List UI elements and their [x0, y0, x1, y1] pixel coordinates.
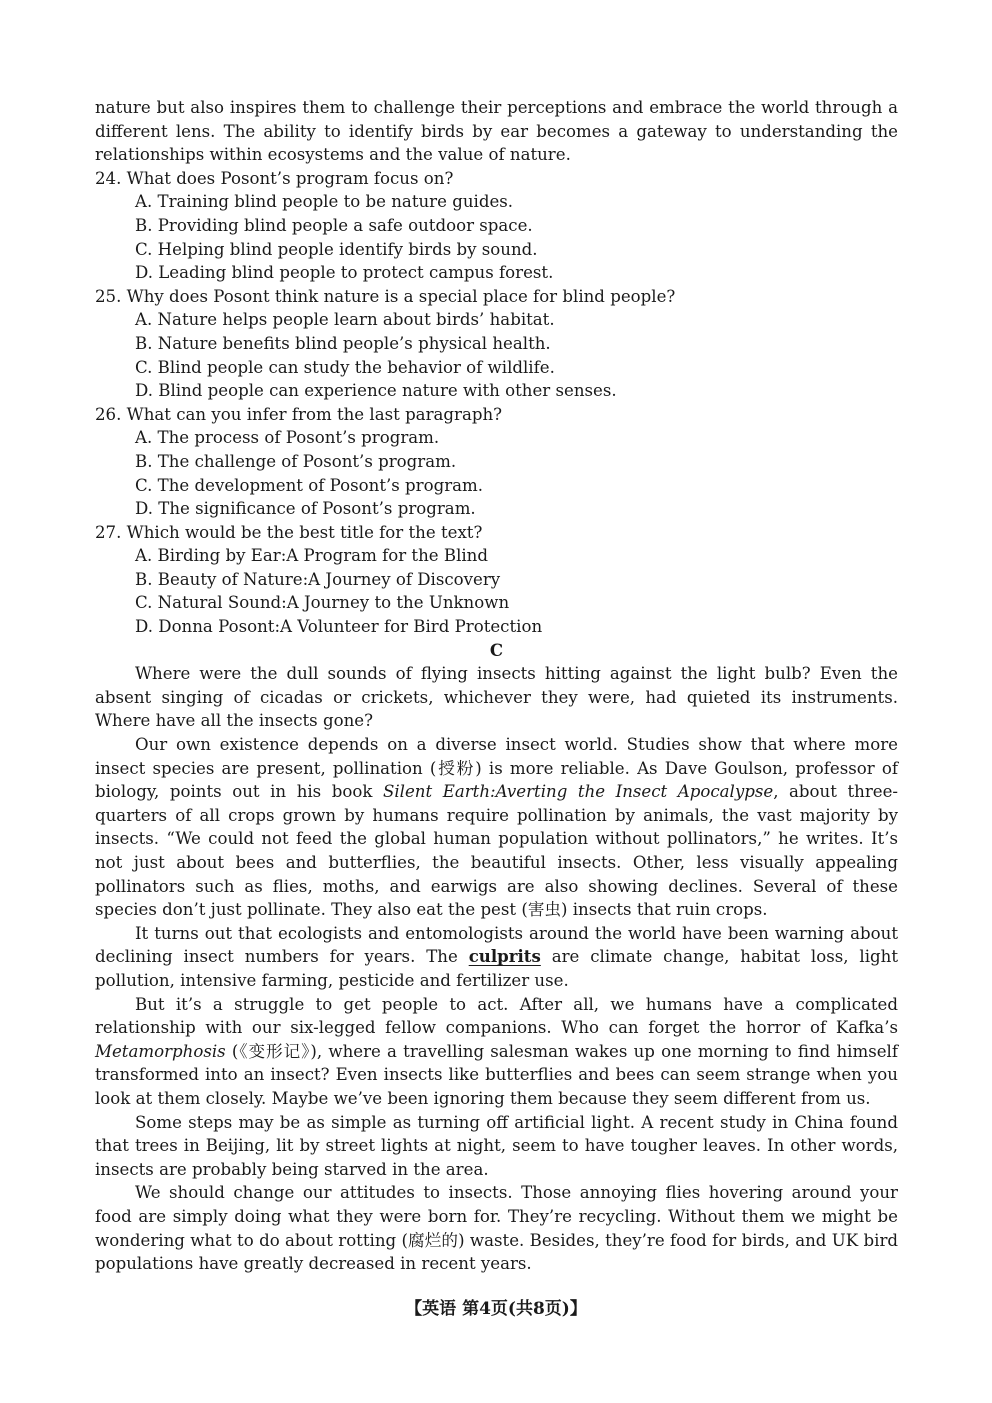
text-run: But it’s a struggle to get people to act. After all, we humans have a complicated relationship with our six-legged fellow companions. Who can forget the horror of Kafka’s	[95, 994, 898, 1038]
option-c: C. Helping blind people identify birds by sound.	[135, 239, 538, 259]
option-d: D. Donna Posont:A Volunteer for Bird Protection	[135, 617, 543, 637]
question-stem: 24. What does Posont’s program focus on?	[95, 168, 454, 188]
text-run: Our own existence depends on a diverse insect world. Studies show that where more insect species are present, pollination (授粉) is more reliable. As Dave Goulson, professor of biology, points out in his book	[95, 735, 898, 802]
option-b: B. Beauty of Nature:A Journey of Discovery	[135, 569, 501, 589]
option-d: D. Leading blind people to protect campus forest.	[135, 263, 554, 283]
passage-paragraph-3	[95, 922, 898, 993]
question-27	[95, 521, 898, 639]
text-run: It turns out that ecologists and entomologists around the world have been warning about declining insect numbers for years. The	[95, 923, 898, 967]
question-stem: 25. Why does Posont think nature is a special place for blind people?	[95, 286, 676, 306]
underlined-keyword: culprits	[468, 946, 541, 967]
text-run: (《变形记》), where a travelling salesman wakes up one morning to find himself transformed into an insect? Even insects like butterflies and bees can seem strange when you look at them closely. Maybe we’ve been ignoring them because they seem different from us.	[95, 1041, 898, 1108]
option-d: D. The significance of Posont’s program.	[135, 499, 476, 519]
option-b: B. The challenge of Posont’s program.	[135, 451, 457, 471]
option-c: C. Natural Sound:A Journey to the Unknown	[135, 593, 510, 613]
option-b: B. Providing blind people a safe outdoor space.	[135, 215, 533, 235]
section-label: C	[489, 639, 504, 660]
passage-paragraph-6: We should change our attitudes to insects. Those annoying flies hovering around your food are simply doing what they were born for. They’re recycling. Without them we might be wondering what to do about rotting (腐烂的) waste. Besides, they’re food for birds, and UK bird populations have greatly decreased in recent years.	[95, 1183, 898, 1274]
passage-paragraph-2	[95, 733, 898, 922]
intro-paragraph: nature but also inspires them to challenge their perceptions and embrace the world through a different lens. The ability to identify birds by ear becomes a gateway to understanding the relationships within ecosystems and the value of nature.	[95, 98, 898, 165]
question-stem: 27. Which would be the best title for the text?	[95, 522, 483, 542]
question-24	[95, 167, 898, 285]
option-d: D. Blind people can experience nature with other senses.	[135, 381, 617, 401]
option-a: A. Birding by Ear:A Program for the Blind	[135, 546, 488, 566]
option-a: A. Training blind people to be nature guides.	[135, 192, 514, 212]
text-run: , about three-quarters of all crops grown by humans require pollination by animals, the vast majority by insects. “We could not feed the global human population without pollinators,” he writes. It’s not just about bees and butterflies, the beautiful insects. Other, less visually appealing pollinators such as flies, moths, and earwigs are also showing declines. Several of these species don’t just pollinate. They also eat the pest (害虫) insects that ruin crops.	[95, 782, 898, 920]
passage-paragraph-5: Some steps may be as simple as turning off artificial light. A recent study in China found that trees in Beijing, lit by street lights at night, seem to have tougher leaves. In other words, insects are probably being starved in the area.	[95, 1112, 898, 1179]
option-a: A. The process of Posont’s program.	[135, 428, 440, 448]
question-25	[95, 285, 898, 403]
exam-page	[95, 96, 898, 1276]
text-run: are climate change, habitat loss, light pollution, intensive farming, pesticide and fertilizer use.	[95, 947, 898, 990]
passage-paragraph-1: Where were the dull sounds of flying insects hitting against the light bulb? Even the absent singing of cicadas or crickets, whichever they were, had quieted its instruments. Where have all the insects gone?	[95, 664, 898, 731]
book-title: Metamorphosis	[95, 1041, 226, 1061]
passage-paragraph-4	[95, 993, 898, 1111]
option-c: C. Blind people can study the behavior of wildlife.	[135, 357, 555, 377]
option-b: B. Nature benefits blind people’s physical health.	[135, 333, 551, 353]
book-title: Silent Earth:Averting the Insect Apocalypse	[383, 782, 774, 802]
option-c: C. The development of Posont’s program.	[135, 475, 484, 495]
question-stem: 26. What can you infer from the last paragraph?	[95, 404, 503, 424]
question-26	[95, 403, 898, 521]
option-a: A. Nature helps people learn about birds’ habitat.	[135, 310, 555, 330]
page-footer: 【英语 第4页(共8页)】	[405, 1299, 587, 1319]
